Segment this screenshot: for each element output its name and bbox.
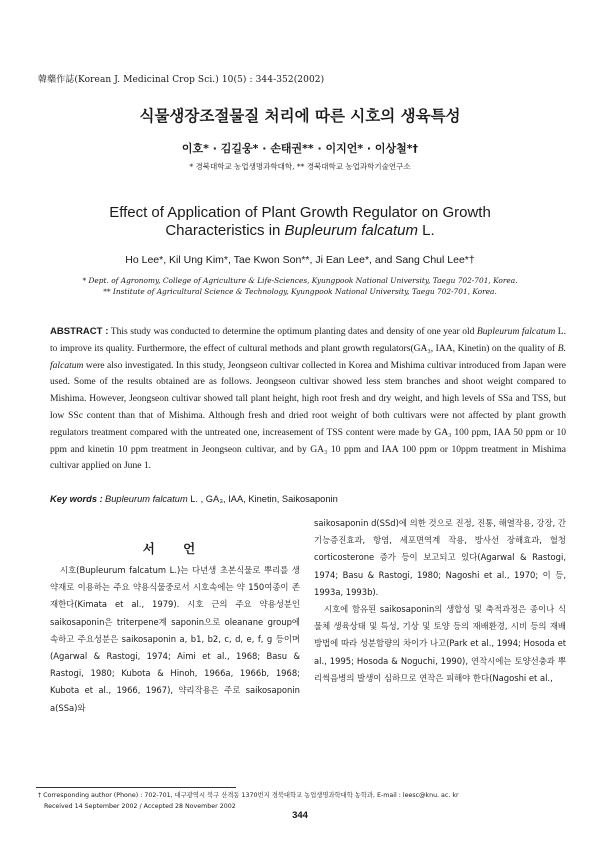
journal-citation: 韓藥作誌(Korean J. Medicinal Crop Sci.) 10(5) : 344-352(2002): [38, 75, 325, 85]
english-affiliation-1: * Dept. of Agronomy, College of Agriculture & Life-Sciences, Kyungpook National University, Taegu 702-701, Korea.: [82, 276, 518, 285]
footnote: [38, 791, 578, 812]
abstract-text-1: This study was conducted to determine the optimum planting dates and density of one year old: [108, 326, 477, 337]
english-title: [0, 204, 600, 240]
right-column: [314, 515, 566, 687]
footnote-divider: [36, 787, 236, 788]
received-accepted-dates: Received 14 September 2002 / Accepted 28 November 2002: [44, 802, 236, 810]
english-title-prefix: Characteristics in: [165, 222, 285, 239]
right-paragraph-2: 시호에 함유된 saikosaponin의 생합성 및 축적과정은 종이나 식물체 생육상태 및 특성, 기상 및 토양 등의 재배환경, 시비 등의 재배방법에 따라 성분함량의 차이가 나고(Park et al., 1994; Hosoda et al., 1995; Hosoda & Noguchi, 1990), 연작시에는 토양선충과 뿌리썩음병의 발생이 심하므로 연작은 피해야 한다(Nagoshi et al.,: [314, 604, 566, 683]
korean-affiliations: * 경북대학교 농업생명과학대학, ** 경북대학교 농업과학기술연구소: [189, 162, 411, 171]
abstract: [50, 324, 566, 475]
english-affiliation-2: ** Institute of Agricultural Science & Technology, Kyungpook National University, Taegu 702-701, Korea.: [103, 286, 497, 296]
abstract-text-2: L. to improve its quality. Furthermore, the effect of cultural methods and plant growth regulators(GA₃, IAA, Kinetin) on the quality of: [50, 326, 566, 354]
keywords: [50, 494, 566, 505]
abstract-label: ABSTRACT :: [50, 326, 109, 337]
english-title-line1: Effect of Application of Plant Growth Regulator on Growth: [109, 204, 491, 221]
page-number: 344: [292, 810, 308, 821]
left-paragraph-1: 시호(Bupleurum falcatum L.)는 다년생 초본식물로 뿌리를 생약재로 이용하는 주요 약용식물중로서 시호속에는 약 150여종이 존재한다(Kimata et al., 1979). 시호 근의 주요 약용성분인 saikosaponin은 triterpene계 saponin으로 oleanane group에 속하고 주요성분은 saikosaponin a, b1, b2, c, d, e, f, g 등이며(Agarwal & Rastogi, 1974; Aimi et al., 1968; Basu & Rastogi, 1980; Kubota & Hinoh, 1966a, 1966b, 1968; Kubota et al., 1966, 1967), 약리작용은 주로 saikosaponin a(SSa)와: [50, 565, 300, 713]
abstract-text-3: were also investigated. In this study, Jeongseon cultivar collected in Korea and Mishima cultivar introduced from Japan were used. Some of the results obtained are as follows. Jeongseon cultivar showed less stem branches and shoot weight compared to Mishima. However, Jeongseon cultivar showed tall plant height, high root fresh and dry weight, and high levels of SSa and TSS, but low SSc content than that of Mishima. Although fresh and dried root weight of both cultivars were not affected by plant growth regulators treatment compared with the untreated one, increasement of TSS content were made by GA₃ 100 ppm, IAA 50 ppm or 10 ppm and kinetin 10 ppm treatment in Jeongseon cultivar, and by GA₃ 10 ppm and IAA 100 ppm or 10ppm treatment in Mishima cultivar applied on June 1.: [50, 359, 566, 472]
english-title-line2: [0, 222, 600, 240]
left-column: [50, 562, 300, 717]
korean-authors: 이호* · 김길웅* · 손태권** · 이지언* · 이상철*†: [181, 142, 419, 155]
abstract-species-2: B. falcatum: [50, 342, 566, 371]
english-authors: Ho Lee*, Kil Ung Kim*, Tae Kwon Son**, Ji Ean Lee*, and Sang Chul Lee*†: [125, 254, 475, 266]
english-title-suffix: L.: [417, 222, 435, 239]
corresponding-author-note: † Corresponding author (Phone) : 702-701, 대구광역시 북구 산격동 1370번지 경북대학교 농업생명과학대학 농학과, E-mail : leesc@knu. ac. kr: [38, 792, 459, 799]
keywords-label: Key words :: [50, 494, 103, 504]
english-title-species: Bupleurum falcatum: [284, 222, 418, 239]
english-affiliations: [0, 276, 600, 297]
right-paragraph-1: saikosaponin d(SSd)에 의한 것으로 진정, 진통, 해열작용, 강장, 간기능증진효과, 항염, 세포면역계 작용, 방사선 장해효과, 혈청 corticosterone 증가 등이 보고되고 있다(Agarwal & Rastogi, 1974; Basu & Rastogi, 1980; Nagoshi et al., 1970; 이 등, 1993a, 1993b).: [314, 518, 566, 597]
keywords-list: L. , GA₃, IAA, Kinetin, Saikosaponin: [187, 494, 338, 504]
korean-title: 식물생장조절물질 처리에 따른 시호의 생육특성: [139, 107, 461, 125]
keywords-species: Bupleurum falcatum: [105, 494, 188, 504]
abstract-species-1: Bupleurum falcatum: [476, 326, 556, 337]
section-heading-introduction: 서 언: [142, 541, 208, 556]
